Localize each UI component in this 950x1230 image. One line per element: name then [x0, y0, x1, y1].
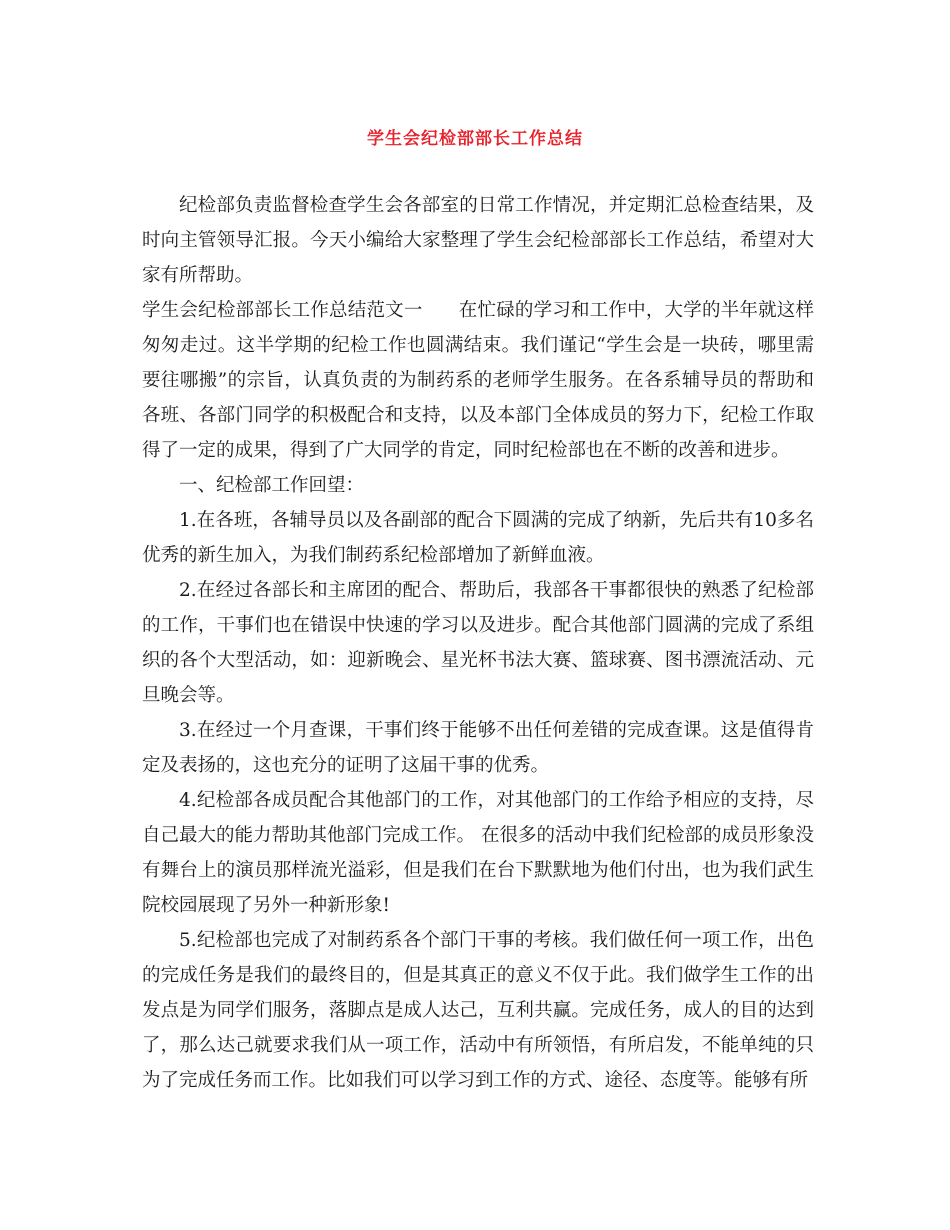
sample-body: 在忙碌的学习和工作中，大学的半年就这样匆匆走过。这半学期的纪检工作也圆满结束。我们谨记“学生会是一块砖，哪里需要往哪搬”的宗旨，认真负责的为制药系的老师学生服务。在各系辅导员的帮助和各班、各部门同学的积极配合和支持，以及本部门全体成员的努力下，纪检工作取得了一定的成果，得到了广大同学的肯定，同时纪检部也在不断的改善和进步。 [142, 300, 814, 461]
list-item-2: 2.在经过各部长和主席团的配合、帮助后，我部各干事都很快的熟悉了纪检部的工作，干事们也在错误中快速的学习以及进步。配合其他部门圆满的完成了系组织的各个大型活动，如：迎新晚会、星光杯书法大赛、篮球赛、图书漂流活动、元旦晚会等。 [142, 580, 814, 706]
sample-paragraph [142, 293, 814, 468]
list-item-1: 1.在各班，各辅导员以及各副部的配合下圆满的完成了纳新，先后共有10多名优秀的新生加入，为我们制药系纪检部增加了新鲜血液。 [142, 510, 814, 566]
intro-paragraph: 纪检部负责监督检查学生会各部室的日常工作情况，并定期汇总检查结果，及时向主管领导汇报。今天小编给大家整理了学生会纪检部部长工作总结，希望对大家有所帮助。 [142, 195, 814, 286]
list-item-4: 4.纪检部各成员配合其他部门的工作，对其他部门的工作给予相应的支持，尽自己最大的能力帮助其他部门完成工作。 在很多的活动中我们纪检部的成员形象没有舞台上的演员那样流光溢彩，但是我们在台下默默地为他们付出，也为我们武生院校园展现了另外一种新形象! [142, 790, 814, 916]
list-item-5: 5.纪检部也完成了对制药系各个部门干事的考核。我们做任何一项工作，出色的完成任务是我们的最终目的，但是其真正的意义不仅于此。我们做学生工作的出发点是为同学们服务，落脚点是成人达己，互利共赢。完成任务，成人的目的达到了，那么达己就要求我们从一项工作，活动中有所领悟，有所启发，不能单纯的只为了完成任务而工作。比如我们可以学习到工作的方式、途径、态度等。能够有所 [142, 930, 814, 1091]
sample-heading: 学生会纪检部部长工作总结范文一 [142, 300, 423, 321]
document-body [142, 188, 814, 1098]
list-item-3: 3.在经过一个月查课，干事们终于能够不出任何差错的完成查课。这是值得肯定及表扬的，这也充分的证明了这届干事的优秀。 [142, 720, 814, 776]
section-heading: 一、纪检部工作回望： [179, 475, 365, 496]
document-title: 学生会纪检部部长工作总结 [367, 129, 583, 149]
